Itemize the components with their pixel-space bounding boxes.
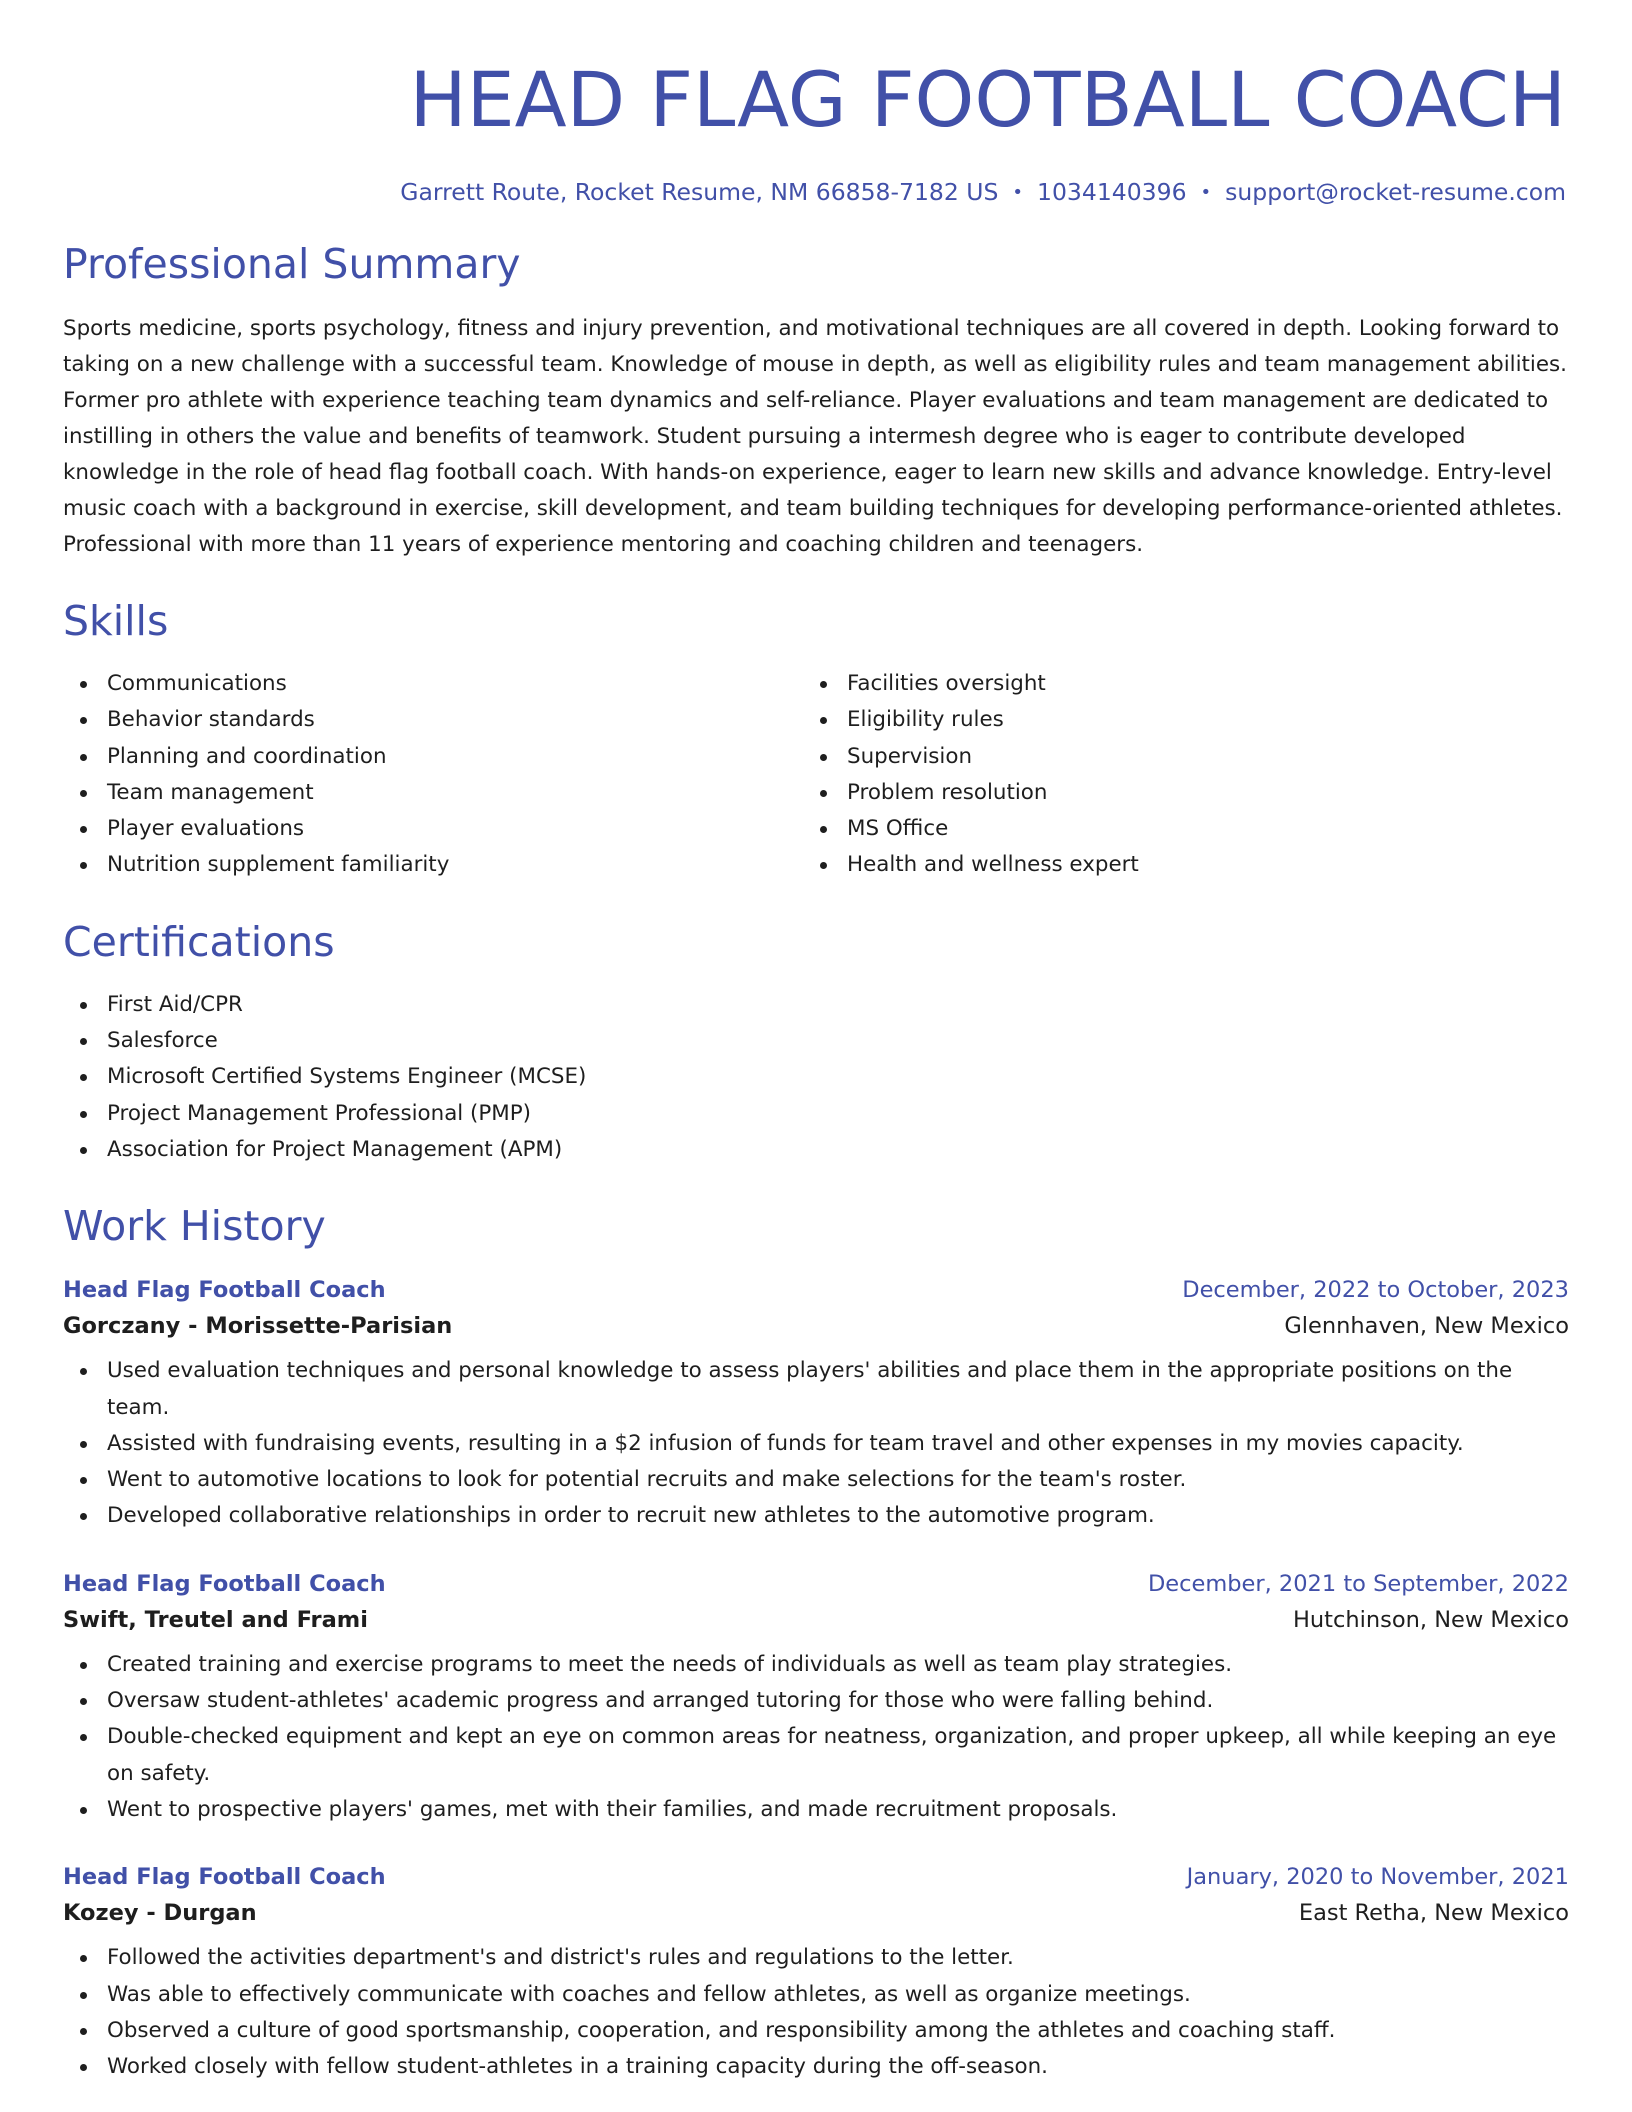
job-title: Head Flag Football Coach (63, 1277, 386, 1304)
job-bullet: Used evaluation techniques and personal knowledge to assess players' abilities and place them in the appropriate positions on the team. (63, 1353, 1569, 1426)
skill-item: Nutrition supplement familiarity (63, 847, 803, 883)
job-location: East Retha, New Mexico (1298, 1900, 1569, 1927)
skill-item: MS Office (803, 811, 1543, 847)
job-bullet: Went to prospective players' games, met with their families, and made recruitment proposals. (63, 1792, 1569, 1828)
skill-item: Supervision (803, 739, 1543, 775)
certification-item: Microsoft Certified Systems Engineer (MCSE) (63, 1059, 1569, 1095)
job-company: Swift, Treutel and Frami (63, 1606, 368, 1633)
job-subheader (63, 1607, 1569, 1633)
job-entry (63, 1864, 1569, 2085)
job-header (63, 1277, 1569, 1303)
job-subheader (63, 1900, 1569, 1926)
job-location: Glennhaven, New Mexico (1284, 1313, 1569, 1340)
job-entry (63, 1277, 1569, 1534)
contact-separator: • (1200, 182, 1212, 203)
job-bullet: Assisted with fundraising events, resulting in a $2 infusion of funds for team travel and other expenses in my movies capacity. (63, 1426, 1569, 1462)
skills-heading: Skills (63, 597, 169, 645)
skill-item: Planning and coordination (63, 739, 803, 775)
job-title: Head Flag Football Coach (63, 1570, 386, 1597)
summary-text: Sports medicine, sports psychology, fitness and injury prevention, and motivational techniques are all covered in depth. Looking forward to taking on a new challenge with a successful team. Knowledge of mouse in depth, as well as eligibility rules and team management abilities. Former pro athlete with experience teaching team dynamics and self-reliance. Player evaluations and team management are dedicated to instilling in others the value and benefits of teamwork. Student pursuing a intermesh degree who is eager to contribute developed knowledge in the role of head flag football coach. With hands-on experience, eager to learn new skills and advance knowledge. Entry-level music coach with a background in exercise, skill development, and team building techniques for developing performance-oriented athletes. Professional with more than 11 years of experience mentoring and coaching children and teenagers. (63, 316, 1567, 557)
work-history-heading: Work History (63, 1202, 326, 1251)
skills-column-left (63, 666, 803, 884)
job-company: Kozey - Durgan (63, 1900, 257, 1927)
contact-email[interactable]: support@rocket-resume.com (1225, 178, 1566, 206)
job-dates: December, 2022 to October, 2023 (1182, 1277, 1569, 1304)
skill-item: Communications (63, 666, 803, 702)
resume-name: HEAD FLAG FOOTBALL COACH (409, 55, 1566, 144)
skills-grid (63, 666, 1569, 884)
job-bullet: Worked closely with fellow student-athletes in a training capacity during the off-season. (63, 2049, 1569, 2085)
skill-item: Eligibility rules (803, 702, 1543, 738)
job-bullet: Developed collaborative relationships in order to recruit new athletes to the automotive program. (63, 1498, 1569, 1534)
job-title: Head Flag Football Coach (63, 1864, 386, 1891)
skill-item: Facilities oversight (803, 666, 1543, 702)
job-bullet: Observed a culture of good sportsmanship, cooperation, and responsibility among the athletes and coaching staff. (63, 2013, 1569, 2049)
job-header (63, 1571, 1569, 1597)
certification-item: First Aid/CPR (63, 987, 1569, 1023)
job-bullet: Double-checked equipment and kept an eye on common areas for neatness, organization, and proper upkeep, all while keeping an eye on safety. (63, 1719, 1569, 1792)
summary-heading: Professional Summary (63, 240, 521, 288)
skill-item: Behavior standards (63, 702, 803, 738)
job-bullet: Went to automotive locations to look for potential recruits and make selections for the team's roster. (63, 1462, 1569, 1498)
job-bullets (63, 1647, 1569, 1828)
job-dates: December, 2021 to September, 2022 (1147, 1570, 1569, 1597)
job-location: Hutchinson, New Mexico (1293, 1606, 1569, 1633)
skill-item: Team management (63, 775, 803, 811)
skill-item: Health and wellness expert (803, 847, 1543, 883)
job-bullets (63, 1940, 1569, 2085)
contact-phone: 1034140396 (1037, 178, 1187, 206)
job-bullets (63, 1353, 1569, 1534)
skill-item: Problem resolution (803, 775, 1543, 811)
job-bullet: Oversaw student-athletes' academic progress and arranged tutoring for those who were falling behind. (63, 1683, 1569, 1719)
certification-item: Salesforce (63, 1023, 1569, 1059)
contact-separator: • (1012, 182, 1024, 203)
job-bullet: Created training and exercise programs to meet the needs of individuals as well as team play strategies. (63, 1647, 1569, 1683)
certifications-list (63, 987, 1569, 1168)
contact-line (63, 178, 1566, 206)
job-bullet: Was able to effectively communicate with coaches and fellow athletes, as well as organize meetings. (63, 1977, 1569, 2013)
certifications-heading: Certifications (63, 917, 335, 966)
skills-column-right (803, 666, 1543, 884)
skill-item: Player evaluations (63, 811, 803, 847)
contact-address: Garrett Route, Rocket Resume, NM 66858-7182 US (400, 178, 999, 206)
job-bullet: Followed the activities department's and district's rules and regulations to the letter. (63, 1940, 1569, 1976)
job-subheader (63, 1313, 1569, 1339)
job-dates: January, 2020 to November, 2021 (1186, 1864, 1569, 1891)
certification-item: Project Management Professional (PMP) (63, 1096, 1569, 1132)
job-entry (63, 1571, 1569, 1828)
certification-item: Association for Project Management (APM) (63, 1132, 1569, 1168)
job-header (63, 1864, 1569, 1890)
job-company: Gorczany - Morissette-Parisian (63, 1313, 453, 1340)
